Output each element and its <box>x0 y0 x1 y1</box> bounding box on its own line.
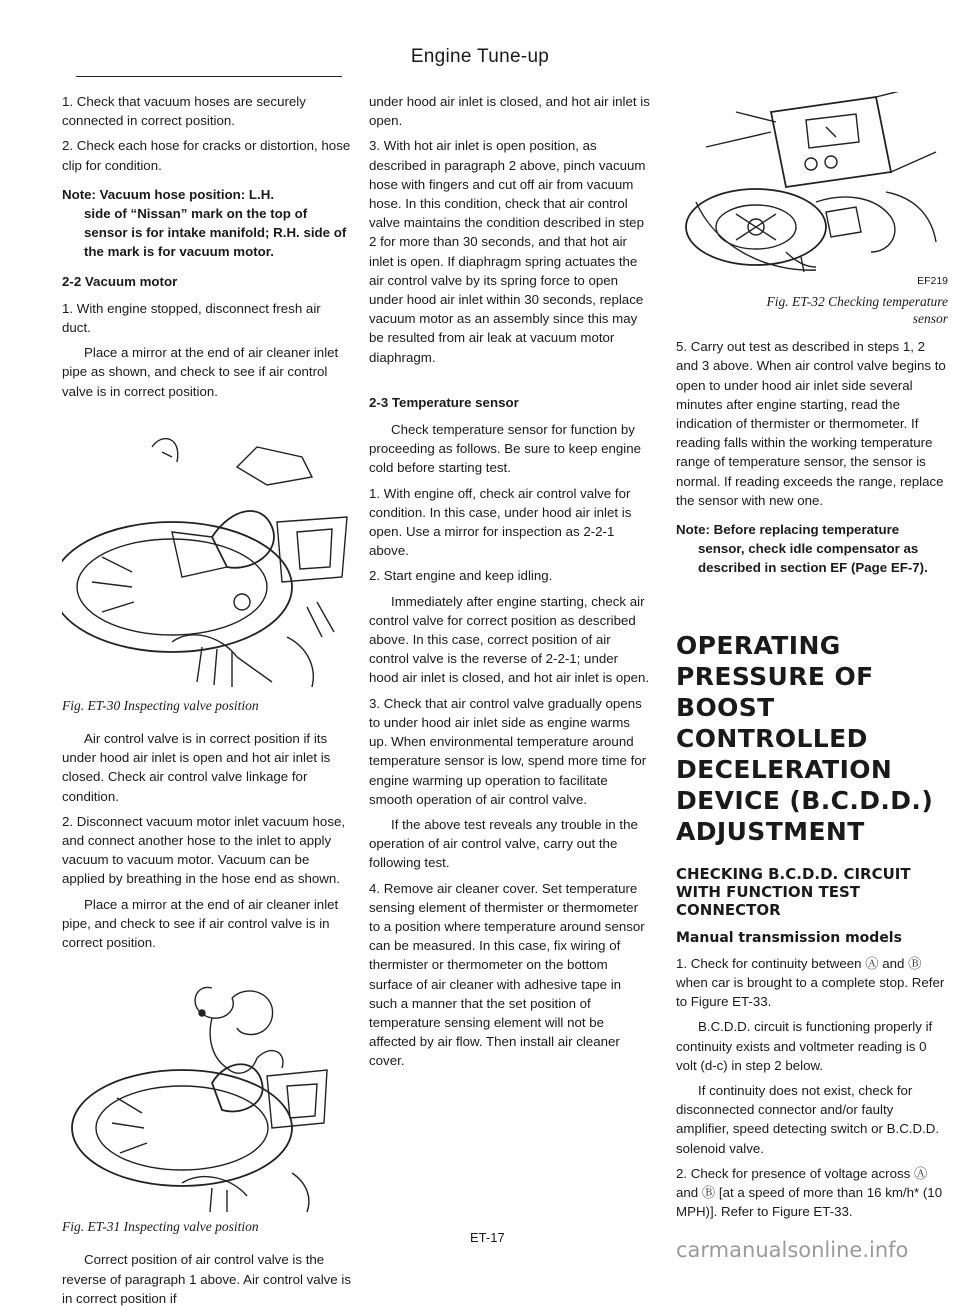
paragraph: 1. Check that vacuum hoses are securely connected in correct position. <box>62 94 306 129</box>
note-body: side of “Nissan” mark on the top of sensor is for intake manifold; R.H. side of the mark is for vacuum motor. <box>84 206 347 260</box>
note-label: Note: Before replacing temperature <box>676 522 900 538</box>
column-3 <box>676 92 948 1227</box>
figure-code: EF219 <box>917 275 948 287</box>
figure-caption-et32 <box>676 293 948 327</box>
figure-et32-illustration <box>676 92 948 272</box>
paragraph: If the above test reveals any trouble in the operation of air control valve, carry out the following test. <box>369 816 638 871</box>
caption-line: Fig. ET-32 Checking temperature <box>766 294 948 310</box>
figure-et30-illustration <box>62 407 352 692</box>
paragraph: under hood air inlet is closed, and hot air inlet is open. <box>369 94 650 129</box>
paragraph: Immediately after engine starting, check air control valve for correct position as described above. In this case, correct position of air control valve is the reverse of 2-2-1; under hood air inlet is closed, and hot air inlet is open. <box>369 593 650 686</box>
section-heading-vacuum-motor: 2-2 Vacuum motor <box>62 273 178 289</box>
paragraph: 2. Disconnect vacuum motor inlet vacuum hose, and connect another hose to the inlet to apply vacuum to vacuum motor. Vacuum can be applied by breathing in the hose end as shown. <box>62 813 346 887</box>
header-rule <box>76 76 342 77</box>
page-header: Engine Tune-up <box>410 46 550 67</box>
column-1 <box>62 92 352 1314</box>
section-title-bcdd: OPERATING PRESSURE OF BOOST CONTROLLED DECELERATION DEVICE (B.C.D.D.) ADJUSTMENT <box>676 630 934 846</box>
watermark: carmanualsonline.info <box>676 1238 909 1262</box>
paragraph: 4. Remove air cleaner cover. Set temperature sensing element of thermister or thermometer to a position where temperature around sensor can be measured. In this case, fix wiring of thermister or thermometer on the bottom surface of air cleaner with adhesive tape in such a manner that the set position of temperature sensing element will not be affected by air flow. Then install air cleaner cover. <box>369 880 645 1069</box>
paragraph: 1. With engine off, check air control valve for condition. In this case, under hood air inlet is open. Use a mirror for inspection as 2-2-1 above. <box>369 485 632 559</box>
figure-et31-illustration <box>62 958 352 1213</box>
paragraph: 2. Start engine and keep idling. <box>369 568 553 584</box>
caption-line: sensor <box>912 311 948 327</box>
paragraph: 3. With hot air inlet is open position, as described in paragraph 2 above, pinch vacuum hose with fingers and cut off air from vacuum hose. In this condition, check that air control valve maintains the condition described in step 2 for more than 30 seconds, and that hot air inlet is open. If diaphragm spring actuates the air control valve by its spring force to open under hood air inlet within 30 seconds, replace vacuum motor as an assembly since this may be resulted from air leak at vacuum motor diaphragm. <box>369 138 646 365</box>
paragraph: If continuity does not exist, check for disconnected connector and/or faulty amplifier, speed detecting switch or B.C.D.D. solenoid valve. <box>676 1083 940 1156</box>
column-2 <box>369 92 651 1077</box>
paragraph: 3. Check that air control valve gradually opens to under hood air inlet side as engine warms up. When environmental temperature around temperature sensor is low, spend more time for engine warming up operation to facilitate smooth operation of air control valve. <box>369 695 647 807</box>
paragraph: Place a mirror at the end of air cleaner inlet pipe as shown, and check to see if air control valve is in correct position. <box>62 345 339 399</box>
note-label: Note: Vacuum hose position: L.H. <box>62 186 275 202</box>
section-heading-temperature-sensor: 2-3 Temperature sensor <box>369 394 519 410</box>
figure-caption-et30: Fig. ET-30 Inspecting valve position <box>62 697 259 713</box>
paragraph: 2. Check for presence of voltage across Ⓐ and Ⓑ [at a speed of more than 16 km/h* (10 MPH)]. Refer to Figure ET-33. <box>676 1165 943 1220</box>
figure-caption-et31: Fig. ET-31 Inspecting valve position <box>62 1219 259 1235</box>
paragraph: Place a mirror at the end of air cleaner inlet pipe, and check to see if air control valve is in correct position. <box>62 896 339 951</box>
paragraph: 2. Check each hose for cracks or distortion, hose clip for condition. <box>62 138 351 173</box>
page-number: ET-17 <box>470 1230 505 1245</box>
note-body: sensor, check idle compensator as described in section EF (Page EF-7). <box>698 541 928 576</box>
paragraph: 1. Check for continuity between Ⓐ and Ⓑ when car is brought to a complete stop. Refer to Figure ET-33. <box>676 955 945 1010</box>
paragraph: B.C.D.D. circuit is functioning properly if continuity exists and voltmeter reading is 0 volt (d-c) in step 2 below. <box>676 1019 933 1073</box>
subsubsection-title-manual: Manual transmission models <box>676 929 902 946</box>
paragraph: Air control valve is in correct position if its under hood air inlet is open and hot air inlet is closed. Check air control valve linkage for condition. <box>62 731 331 804</box>
paragraph: 5. Carry out test as described in steps 1, 2 and 3 above. When air control valve begins to open to under hood air inlet side several minutes after engine starting, read the indication of thermister or thermometer. If reading falls within the working temperature range of temperature sensor, the sensor is normal. If reading exceeds the range, replace the sensor with new one. <box>676 339 946 508</box>
paragraph: 1. With engine stopped, disconnect fresh air duct. <box>62 300 321 336</box>
paragraph: Check temperature sensor for function by proceeding as follows. Be sure to keep engine cold before starting test. <box>369 422 642 476</box>
subsection-title-circuit: CHECKING B.C.D.D. CIRCUIT WITH FUNCTION TEST CONNECTOR <box>676 864 911 919</box>
paragraph: Correct position of air control valve is the reverse of paragraph 1 above. Air control valve is in correct position if <box>62 1252 351 1306</box>
